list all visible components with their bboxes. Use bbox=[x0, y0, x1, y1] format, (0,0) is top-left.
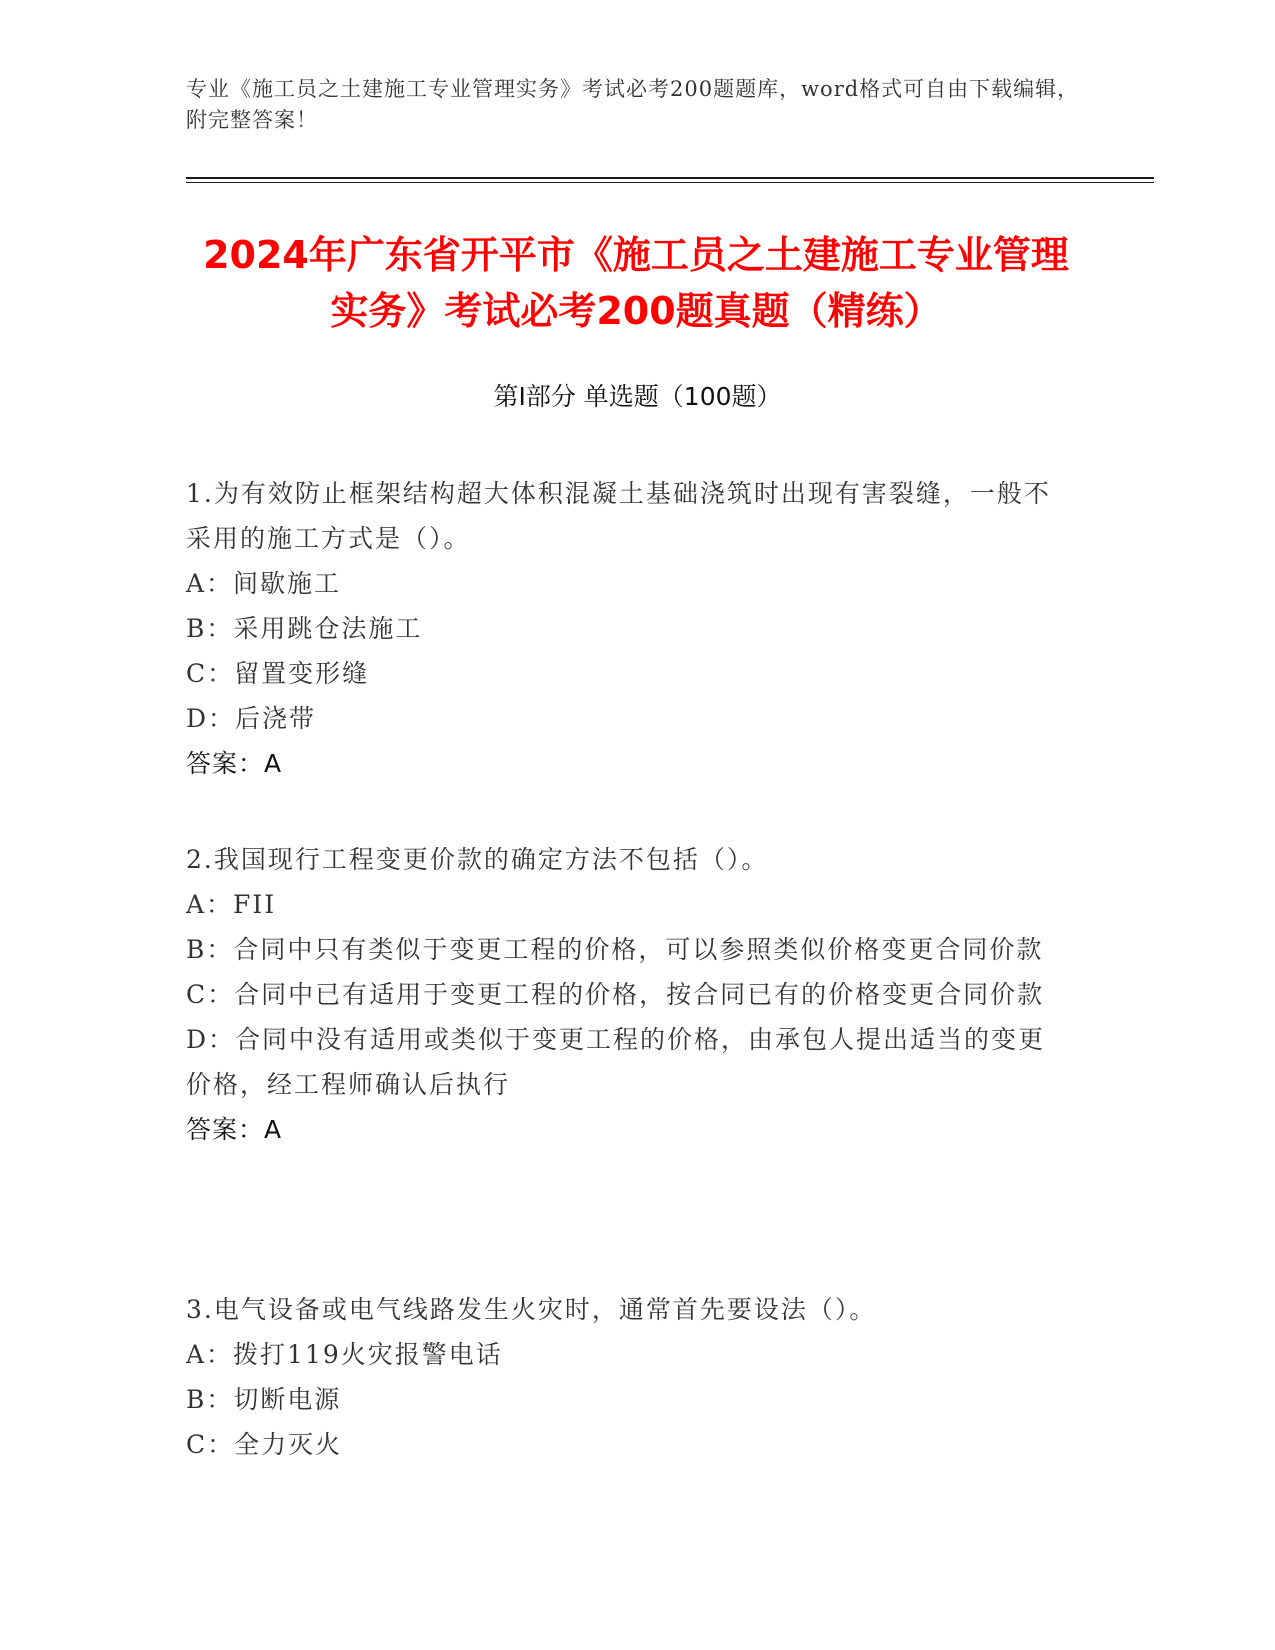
document-title: 2024年广东省开平市《施工员之土建施工专业管理实务》考试必考200题真题（精练） bbox=[203, 233, 1069, 333]
option-a: A：FII bbox=[186, 890, 277, 919]
option-c: C：留置变形缝 bbox=[186, 659, 370, 688]
question-3 bbox=[186, 1287, 1066, 1467]
answer: 答案：A bbox=[186, 749, 283, 778]
question-stem: 2.我国现行工程变更价款的确定方法不包括（）。 bbox=[186, 845, 769, 874]
option-d: D：后浇带 bbox=[186, 704, 317, 733]
question-stem: 1.为有效防止框架结构超大体积混凝土基础浇筑时出现有害裂缝，一般不采用的施工方式是（）。 bbox=[186, 479, 1051, 553]
header-divider-thin bbox=[186, 182, 1154, 183]
section-heading: 第I部分 单选题（100题） bbox=[493, 382, 782, 411]
header-divider-thick bbox=[186, 177, 1154, 179]
option-c: C：合同中已有适用于变更工程的价格，按合同已有的价格变更合同价款 bbox=[186, 980, 1045, 1009]
option-c: C：全力灭火 bbox=[186, 1430, 343, 1459]
question-2 bbox=[186, 837, 1066, 1152]
option-a: A：间歇施工 bbox=[186, 569, 342, 598]
option-b: B：切断电源 bbox=[186, 1385, 342, 1414]
question-stem: 3.电气设备或电气线路发生火灾时，通常首先要设法（）。 bbox=[186, 1295, 877, 1324]
option-b: B：采用跳仓法施工 bbox=[186, 614, 423, 643]
question-1 bbox=[186, 471, 1066, 786]
option-b: B：合同中只有类似于变更工程的价格，可以参照类似价格变更合同价款 bbox=[186, 935, 1044, 964]
answer: 答案：A bbox=[186, 1115, 283, 1144]
option-a: A：拨打119火灾报警电话 bbox=[186, 1340, 503, 1369]
option-d: D：合同中没有适用或类似于变更工程的价格，由承包人提出适当的变更价格，经工程师确认后执行 bbox=[186, 1025, 1046, 1099]
header-note: 专业《施工员之土建施工专业管理实务》考试必考200题题库，word格式可自由下载编辑，附完整答案！ bbox=[186, 77, 1080, 132]
